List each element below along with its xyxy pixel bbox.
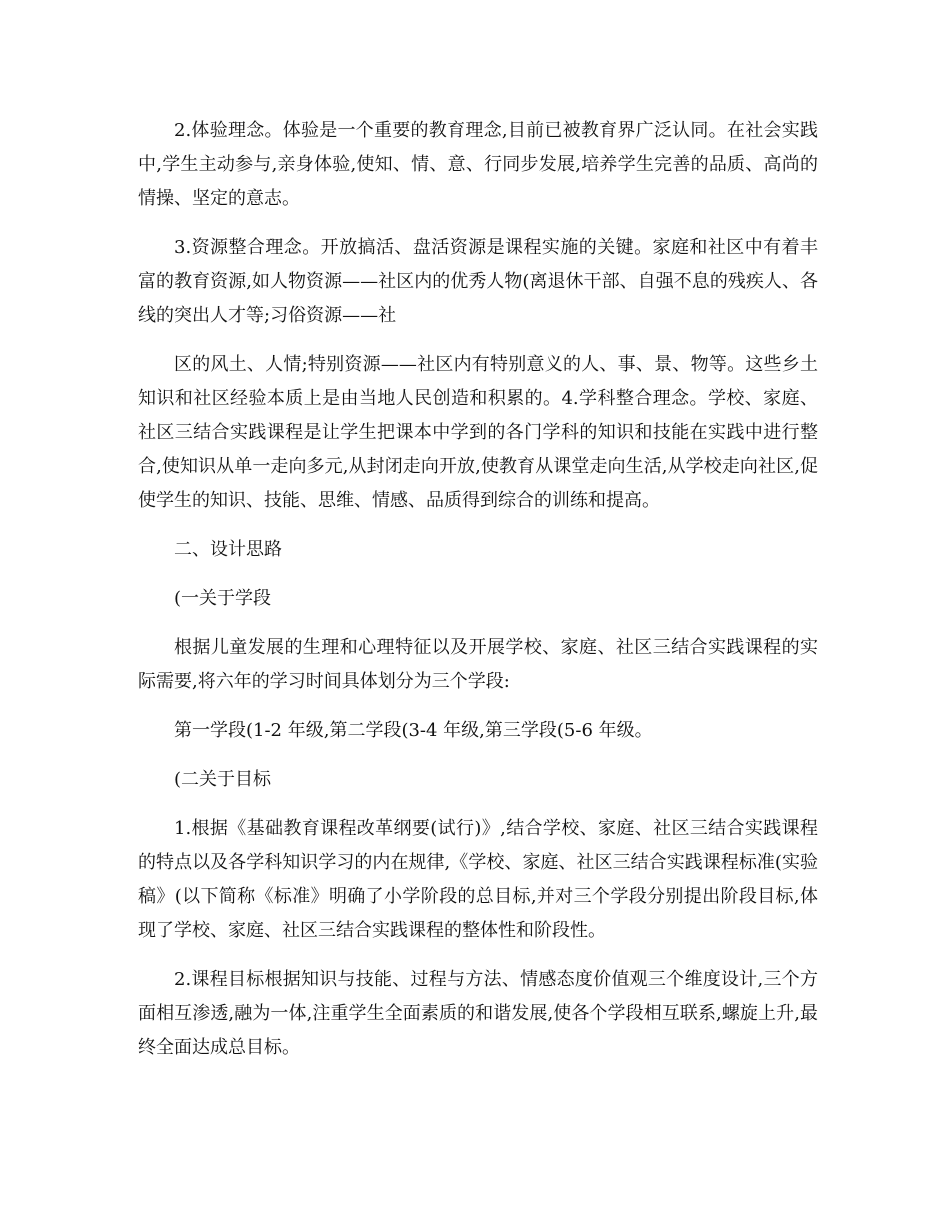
subheading-about-stages: (一关于学段 — [174, 588, 272, 609]
paragraph-experience-concept: 2.体验理念。体验是一个重要的教育理念,目前已被教育界广泛认同。在社会实践中,学生主动参与,亲身体验,使知、情、意、行同步发展,培养学生完善的品质、高尚的情操、坚定的意志。 — [138, 120, 818, 209]
paragraph-stage-division: 根据儿童发展的生理和心理特征以及开展学校、家庭、社区三结合实践课程的实际需要,将六年的学习时间具体划分为三个学段: — [138, 637, 818, 692]
paragraph-goals-basis: 1.根据《基础教育课程改革纲要(试行)》,结合学校、家庭、社区三结合实践课程的特点以及各学科知识学习的内在规律,《学校、家庭、社区三结合实践课程标准(实验稿》(以下简称《标准》明确了小学阶段的总目标,并对三个学段分别提出阶段目标,体现了学校、家庭、社区三结合实践课程的整体性和阶段性。 — [138, 818, 818, 941]
section-heading-design-ideas: 二、设计思路 — [174, 539, 282, 560]
paragraph-goals-dimensions: 2.课程目标根据知识与技能、过程与方法、情感态度价值观三个维度设计,三个方面相互渗透,融为一体,注重学生全面素质的和谐发展,使各个学段相互联系,螺旋上升,最终全面达成总目标。 — [138, 969, 818, 1058]
paragraph-resource-integration: 3.资源整合理念。开放搞活、盘活资源是课程实施的关键。家庭和社区中有着丰富的教育资源,如人物资源——社区内的优秀人物(离退休干部、自强不息的残疾人、各线的突出人才等;习俗资源——社 — [138, 237, 818, 326]
document-body — [138, 114, 818, 1065]
paragraph-stage-list: 第一学段(1-2 年级,第二学段(3-4 年级,第三学段(5-6 年级。 — [174, 720, 653, 741]
paragraph-subject-integration: 区的风土、人情;特别资源——社区内有特别意义的人、事、景、物等。这些乡土知识和社区经验本质上是由当地人民创造和积累的。4.学科整合理念。学校、家庭、社区三结合实践课程是让学生把课本中学到的各门学科的知识和技能在实践中进行整合,使知识从单一走向多元,从封闭走向开放,使教育从课堂走向生活,从学校走向社区,促使学生的知识、技能、思维、情感、品质得到综合的训练和提高。 — [138, 354, 818, 511]
subheading-about-goals: (二关于目标 — [174, 769, 272, 790]
